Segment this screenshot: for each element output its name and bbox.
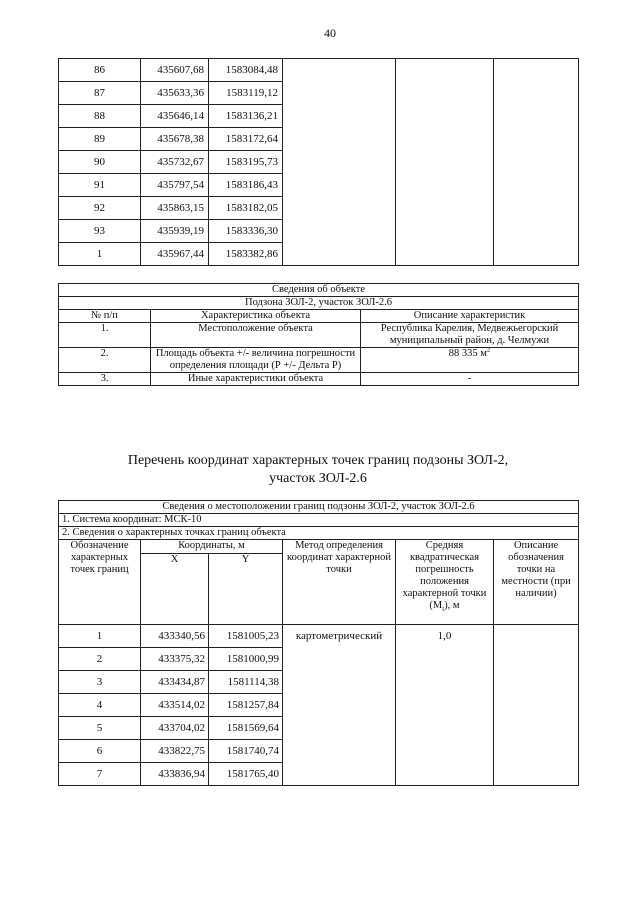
y-coordinate: 1583186,43 [209,174,283,197]
x-coordinate: 433704,02 [141,717,209,740]
y-coordinate: 1581257,84 [209,694,283,717]
coordinate-system: 1. Система координат: МСК-10 [59,514,579,527]
y-coordinate: 1583182,05 [209,197,283,220]
y-coordinate: 1583382,86 [209,243,283,266]
method-cell [283,59,396,266]
y-coordinate: 1583119,12 [209,82,283,105]
point-number: 6 [59,740,141,763]
column-header-y: Y [209,554,283,625]
x-coordinate: 435732,67 [141,151,209,174]
y-coordinate: 1583336,30 [209,220,283,243]
point-number: 1 [59,243,141,266]
column-header-characteristic: Характеристика объекта [151,310,361,323]
section-heading-line-1: Перечень координат характерных точек границ подзоны ЗОЛ-2, [127,453,509,468]
point-number: 91 [59,174,141,197]
column-header-description: Описание обозначения точки на местности (при наличии) [494,540,579,625]
y-coordinate: 1581000,99 [209,648,283,671]
x-coordinate: 433822,75 [141,740,209,763]
top-coordinates-table [58,58,579,266]
table-row [59,323,579,348]
row-description: - [361,373,579,386]
method-value: картометрический [283,625,396,786]
row-number: 2. [59,348,151,373]
column-header-description: Описание характеристик [361,310,579,323]
column-header-x: X [141,554,209,625]
column-header-coordinates: Координаты, м [141,540,283,554]
error-header-subscript: t [442,605,445,614]
x-coordinate: 433514,02 [141,694,209,717]
error-header-text: Средняя квадратическая погрешность положения характерной точки (M [402,540,487,611]
row-characteristic: Местоположение объекта [151,323,361,348]
y-coordinate: 1581114,38 [209,671,283,694]
area-unit-exponent: 2 [486,347,491,354]
row-description [361,348,579,373]
x-coordinate: 433375,32 [141,648,209,671]
error-cell [396,59,494,266]
location-table-title: Сведения о местоположении границ подзоны ЗОЛ-2, участок ЗОЛ-2.6 [59,501,579,514]
point-number: 90 [59,151,141,174]
column-header-method: Метод определения координат характерной точки [283,540,396,625]
point-number: 4 [59,694,141,717]
x-coordinate: 435797,54 [141,174,209,197]
point-number: 1 [59,625,141,648]
point-number: 86 [59,59,141,82]
x-coordinate: 433340,56 [141,625,209,648]
x-coordinate: 435646,14 [141,105,209,128]
point-number: 88 [59,105,141,128]
point-number: 87 [59,82,141,105]
y-coordinate: 1583195,73 [209,151,283,174]
x-coordinate: 435939,19 [141,220,209,243]
description-cell [494,59,579,266]
section-heading [58,452,578,488]
column-header-point: Обозначение характерных точек границ [59,540,141,625]
area-value: 88 335 м [448,348,487,359]
table-row [59,625,579,648]
page-number: 40 [324,26,336,40]
location-table [58,500,579,786]
y-coordinate: 1583136,21 [209,105,283,128]
x-coordinate: 435633,36 [141,82,209,105]
y-coordinate: 1583084,48 [209,59,283,82]
point-number: 7 [59,763,141,786]
row-number: 3. [59,373,151,386]
row-characteristic: Иные характеристики объекта [151,373,361,386]
x-coordinate: 435607,68 [141,59,209,82]
object-table-subtitle: Подзона ЗОЛ-2, участок ЗОЛ-2.6 [59,297,579,310]
point-number: 2 [59,648,141,671]
section-two-label: 2. Сведения о характерных точках границ объекта [59,527,579,540]
object-table-title: Сведения об объекте [59,284,579,297]
y-coordinate: 1581569,64 [209,717,283,740]
x-coordinate: 433836,94 [141,763,209,786]
point-number: 89 [59,128,141,151]
x-coordinate: 435967,44 [141,243,209,266]
row-number: 1. [59,323,151,348]
y-coordinate: 1581740,74 [209,740,283,763]
point-number: 93 [59,220,141,243]
table-row [59,373,579,386]
point-number: 92 [59,197,141,220]
error-value: 1,0 [396,625,494,786]
column-header-number: № п/п [59,310,151,323]
row-description: Республика Карелия, Медвежьегорский муниципальный район, д. Челмужи [361,323,579,348]
x-coordinate: 435678,38 [141,128,209,151]
section-heading-line-2: участок ЗОЛ-2.6 [269,471,367,486]
error-header-tail: ), м [444,600,460,611]
description-cell [494,625,579,786]
point-number: 3 [59,671,141,694]
y-coordinate: 1581005,23 [209,625,283,648]
column-header-error [396,540,494,625]
y-coordinate: 1583172,64 [209,128,283,151]
y-coordinate: 1581765,40 [209,763,283,786]
object-info-table [58,283,579,386]
x-coordinate: 435863,15 [141,197,209,220]
point-number: 5 [59,717,141,740]
table-row [59,59,579,82]
table-row [59,348,579,373]
x-coordinate: 433434,87 [141,671,209,694]
row-characteristic: Площадь объекта +/- величина погрешности определения площади (Р +/- Дельта Р) [151,348,361,373]
